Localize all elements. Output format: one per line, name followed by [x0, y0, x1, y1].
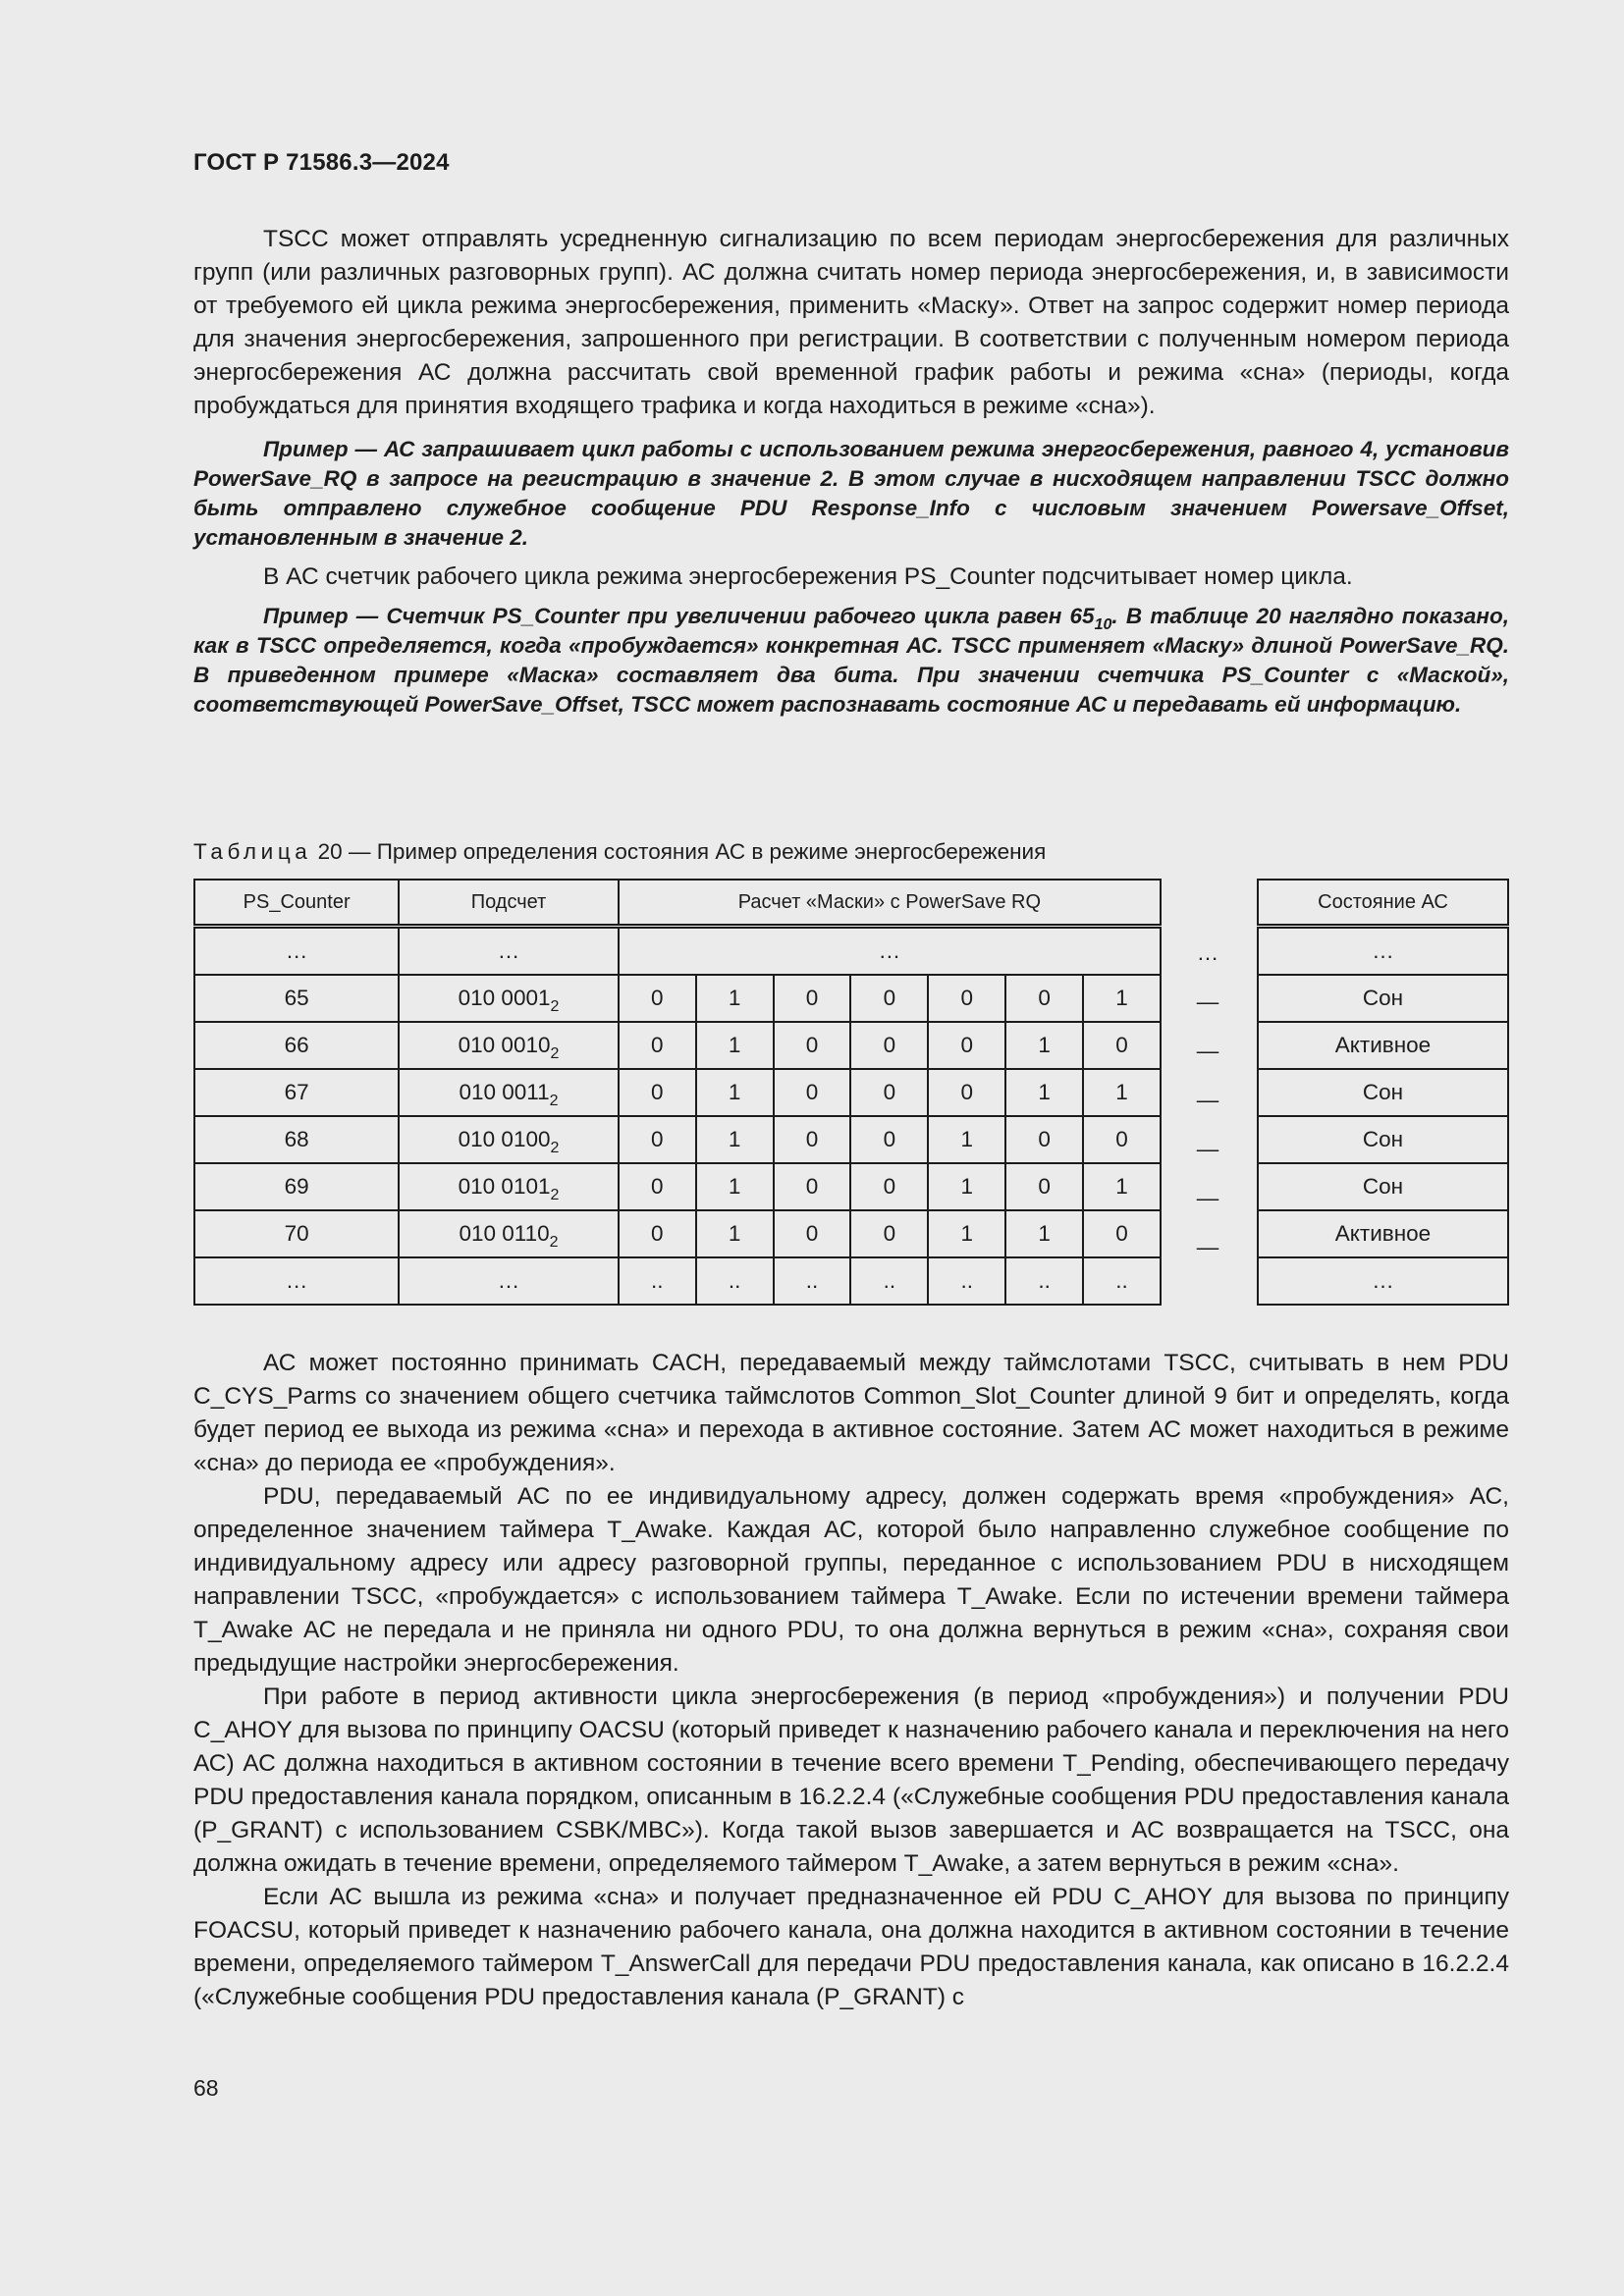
- table-body: [194, 975, 1161, 1257]
- cell-dots: ..: [928, 1257, 1005, 1305]
- cell-mask-bit: 0: [928, 975, 1005, 1022]
- cell-mask-bit: 0: [1005, 1116, 1083, 1163]
- cell-mask-bit: 0: [619, 1210, 696, 1257]
- header-mask: Расчет «Маски» с PowerSave RQ: [619, 880, 1161, 927]
- cell-mask-bit: 1: [696, 1116, 774, 1163]
- cell-mask-bit: 0: [928, 1069, 1005, 1116]
- cell-mask-bit: 0: [850, 1022, 928, 1069]
- cell-count: [399, 1022, 618, 1069]
- dash-mark: —: [1196, 1137, 1219, 1161]
- example-2-start: Пример — Счетчик PS_Counter при увеличении рабочего цикла равен 65: [263, 604, 1095, 628]
- cell-mask-bit: 0: [619, 975, 696, 1022]
- cell-mask-bit: 1: [928, 1116, 1005, 1163]
- cell-dots: ..: [1083, 1257, 1161, 1305]
- cell-mask-bit: 1: [1083, 1163, 1161, 1210]
- table-caption: [193, 837, 1046, 867]
- table-row: [194, 1163, 1161, 1210]
- intro-paragraph-1: TSCC может отправлять усредненную сигнализацию по всем периодам энергосбережения для различных групп (или различных разговорных групп). АС должна считать номер периода энергосбережения, и, в зависимости от требуемого ей цикла режима энергосбережения, применить «Маску». Ответ на запрос содержит номер периода для значения энергосбережения, запрошенного при регистрации. В соответствии с полученным номером периода энергосбережения АС должна рассчитать свой временной график работы и режима «сна» (периоды, когда пробуждаться для принятия входящего трафика и когда находиться в режиме «сна»).: [193, 226, 1509, 419]
- cell-mask-bit: 0: [774, 1022, 851, 1069]
- cell-state: Сон: [1258, 1069, 1508, 1116]
- cell-state: Активное: [1258, 1022, 1508, 1069]
- dash-mark: —: [1196, 989, 1219, 1014]
- cell-count: [399, 975, 618, 1022]
- cell-ellipsis: …: [1258, 1257, 1508, 1305]
- cell-mask-bit: 0: [774, 975, 851, 1022]
- cell-ellipsis: …: [399, 927, 618, 976]
- example-2-subscript: 10: [1094, 616, 1112, 633]
- cell-mask-bit: 1: [1005, 1210, 1083, 1257]
- cell-ellipsis: …: [194, 1257, 399, 1305]
- cell-mask-bit: 1: [928, 1210, 1005, 1257]
- cell-mask-bit: 1: [1005, 1069, 1083, 1116]
- state-row: [1258, 1116, 1508, 1163]
- intro-section: [193, 223, 1509, 720]
- cell-ps-counter: 65: [194, 975, 399, 1022]
- cell-ps-counter: 70: [194, 1210, 399, 1257]
- state-row: [1258, 1069, 1508, 1116]
- cell-state: Сон: [1258, 975, 1508, 1022]
- state-table-body: [1258, 975, 1508, 1257]
- cell-ps-counter: 67: [194, 1069, 399, 1116]
- cell-mask-bit: 0: [1083, 1116, 1161, 1163]
- cell-count: [399, 1116, 618, 1163]
- body-paragraph-2: PDU, передаваемый АС по ее индивидуальному адресу, должен содержать время «пробуждения» АС, определенное значением таймера T_Awake. Каждая АС, которой было направленно служебное сообщение по индивидуальному адресу или адресу разговорной группы, переданное с использованием PDU в нисходящем направлении TSCC, «пробуждается» с использованием таймера T_Awake. Если по истечении времени таймера T_Awake АС не передала и не приняла ни одного PDU, то она должна вернуться в режим «сна», сохраняя свои предыдущие настройки энергосбережения.: [193, 1483, 1509, 1677]
- cell-mask-bit: 0: [850, 1163, 928, 1210]
- table-row: [194, 1022, 1161, 1069]
- state-row-ellipsis: [1258, 927, 1508, 976]
- count-value: 010 0001: [458, 986, 551, 1010]
- header-count: Подсчет: [399, 880, 618, 927]
- cell-mask-bit: 1: [696, 1163, 774, 1210]
- table-header-row: [194, 880, 1161, 927]
- cell-mask-bit: 1: [928, 1163, 1005, 1210]
- cell-mask-bit: 0: [619, 1069, 696, 1116]
- count-value: 010 0011: [459, 1080, 550, 1104]
- state-table: [1257, 879, 1509, 1306]
- body-paragraph-1: АС может постоянно принимать CACH, передаваемый между таймслотами TSCC, считывать в нем PDU C_CYS_Parms со значением общего счетчика таймслотов Common_Slot_Counter длиной 9 бит и определять, когда будет период ее выхода из режима «сна» и перехода в активное состояние. Затем АС может находиться в режиме «сна» до периода ее «пробуждения».: [193, 1350, 1509, 1476]
- header-ps-counter: PS_Counter: [194, 880, 399, 927]
- cell-mask-bit: 0: [928, 1022, 1005, 1069]
- body-paragraph-4: Если АС вышла из режима «сна» и получает предназначенное ей PDU C_AHOY для вызова по принципу FOACSU, который приведет к назначению рабочего канала, она должна находится в активном состоянии в течение времени, определяемого таймером T_AnswerCall для передачи PDU предоставления канала, как описано в 16.2.2.4 («Служебные сообщения PDU предоставления канала (P_GRANT) с: [193, 1884, 1509, 2010]
- body-section: [193, 1347, 1509, 2014]
- dash-mark: —: [1196, 1088, 1219, 1112]
- cell-mask-bit: 1: [1083, 975, 1161, 1022]
- count-value: 010 0010: [458, 1033, 551, 1057]
- example-2-end: . В таблице 20 наглядно показано, как в TSCC определяется, когда «пробуждается» конкретная АС. TSCC применяет «Маску» длиной PowerSave_RQ. В приведенном примере «Маска» составляет два бита. При значении счетчика PS_Counter с «Маской», соответствующей PowerSave_Offset, TSCC может распознавать состояние АС и передавать ей информацию.: [193, 604, 1509, 717]
- state-row-ellipsis: [1258, 1257, 1508, 1305]
- cell-mask-bit: 1: [696, 1210, 774, 1257]
- cell-dots: ..: [696, 1257, 774, 1305]
- cell-mask-bit: 0: [1083, 1210, 1161, 1257]
- body-paragraph-3: При работе в период активности цикла энергосбережения (в период «пробуждения») и получении PDU C_AHOY для вызова по принципу OACSU (который приведет к назначению рабочего канала и переключения на него АС) АС должна находиться в активном состоянии в течение всего времени T_Pending, обеспечивающего передачу PDU предоставления канала порядком, описанным в 16.2.2.4 («Служебные сообщения PDU предоставления канала (P_GRANT) с использованием CSBK/MBC»). Когда такой вызов завершается и АС возвращается на TSCC, она должна ожидать в течение времени, определяемого таймером T_Awake, а затем вернуться в режим «сна».: [193, 1683, 1509, 1877]
- cell-mask-bit: 0: [619, 1163, 696, 1210]
- document-code: ГОСТ Р 71586.3—2024: [193, 149, 450, 176]
- state-row: [1258, 975, 1508, 1022]
- table-caption-text: 20 — Пример определения состояния АС в режиме энергосбережения: [311, 839, 1047, 864]
- table-row-dots: [194, 1257, 1161, 1305]
- cell-count: [399, 1069, 618, 1116]
- power-save-table: [193, 879, 1162, 1306]
- count-value: 010 0110: [459, 1221, 550, 1246]
- cell-mask-bit: 1: [696, 975, 774, 1022]
- cell-ellipsis: …: [619, 927, 1161, 976]
- cell-mask-bit: 1: [1083, 1069, 1161, 1116]
- count-base: 2: [549, 1234, 559, 1251]
- cell-mask-bit: 0: [850, 1069, 928, 1116]
- cell-mask-bit: 0: [1005, 1163, 1083, 1210]
- cell-mask-bit: 0: [774, 1210, 851, 1257]
- cell-mask-bit: 0: [1005, 975, 1083, 1022]
- example-2: [193, 602, 1509, 720]
- count-base: 2: [550, 1187, 560, 1203]
- cell-mask-bit: 0: [850, 1210, 928, 1257]
- cell-ps-counter: 68: [194, 1116, 399, 1163]
- dash-mark: —: [1196, 1039, 1219, 1063]
- dash-ellipsis: …: [1196, 940, 1219, 965]
- state-header-row: [1258, 880, 1508, 927]
- cell-state: Активное: [1258, 1210, 1508, 1257]
- page-number: 68: [193, 2075, 219, 2101]
- state-row: [1258, 1210, 1508, 1257]
- cell-mask-bit: 0: [1083, 1022, 1161, 1069]
- header-state: Состояние АС: [1258, 880, 1508, 927]
- cell-ellipsis: …: [194, 927, 399, 976]
- count-base: 2: [549, 1093, 559, 1109]
- table-row: [194, 1069, 1161, 1116]
- cell-mask-bit: 0: [774, 1069, 851, 1116]
- cell-mask-bit: 0: [619, 1116, 696, 1163]
- dash-header-spacer: [1178, 879, 1237, 929]
- cell-ellipsis: …: [399, 1257, 618, 1305]
- cell-mask-bit: 0: [850, 1116, 928, 1163]
- dash-mark: —: [1196, 1235, 1219, 1259]
- state-row: [1258, 1163, 1508, 1210]
- cell-dots: ..: [619, 1257, 696, 1305]
- count-value: 010 0100: [458, 1127, 551, 1151]
- table-caption-word: Таблица: [193, 839, 312, 864]
- table-row: [194, 1210, 1161, 1257]
- cell-state: Сон: [1258, 1116, 1508, 1163]
- count-value: 010 0101: [458, 1174, 551, 1199]
- cell-mask-bit: 1: [696, 1022, 774, 1069]
- count-base: 2: [550, 1140, 560, 1156]
- count-base: 2: [550, 1045, 560, 1062]
- count-base: 2: [550, 998, 560, 1015]
- cell-dots: ..: [774, 1257, 851, 1305]
- cell-dots: ..: [850, 1257, 928, 1305]
- cell-ellipsis: …: [1258, 927, 1508, 976]
- cell-state: Сон: [1258, 1163, 1508, 1210]
- cell-mask-bit: 0: [619, 1022, 696, 1069]
- dash-column: [1178, 879, 1237, 1272]
- state-row: [1258, 1022, 1508, 1069]
- cell-ps-counter: 66: [194, 1022, 399, 1069]
- table-row: [194, 1116, 1161, 1163]
- cell-mask-bit: 0: [774, 1116, 851, 1163]
- table-row-ellipsis: [194, 927, 1161, 976]
- cell-dots: ..: [1005, 1257, 1083, 1305]
- cell-mask-bit: 0: [850, 975, 928, 1022]
- intro-paragraph-2: В АС счетчик рабочего цикла режима энергосбережения PS_Counter подсчитывает номер цикла.: [263, 563, 1353, 590]
- table-row: [194, 975, 1161, 1022]
- dash-mark: —: [1196, 1186, 1219, 1210]
- cell-ps-counter: 69: [194, 1163, 399, 1210]
- cell-mask-bit: 1: [1005, 1022, 1083, 1069]
- cell-count: [399, 1163, 618, 1210]
- cell-count: [399, 1210, 618, 1257]
- example-1: Пример — АС запрашивает цикл работы с использованием режима энергосбережения, равного 4, установив PowerSave_RQ в запросе на регистрацию в значение 2. В этом случае в нисходящем направлении TSCC должно быть отправлено служебное сообщение PDU Response_Info с числовым значением Powersave_Offset, установленным в значение 2.: [193, 437, 1509, 550]
- cell-mask-bit: 1: [696, 1069, 774, 1116]
- cell-mask-bit: 0: [774, 1163, 851, 1210]
